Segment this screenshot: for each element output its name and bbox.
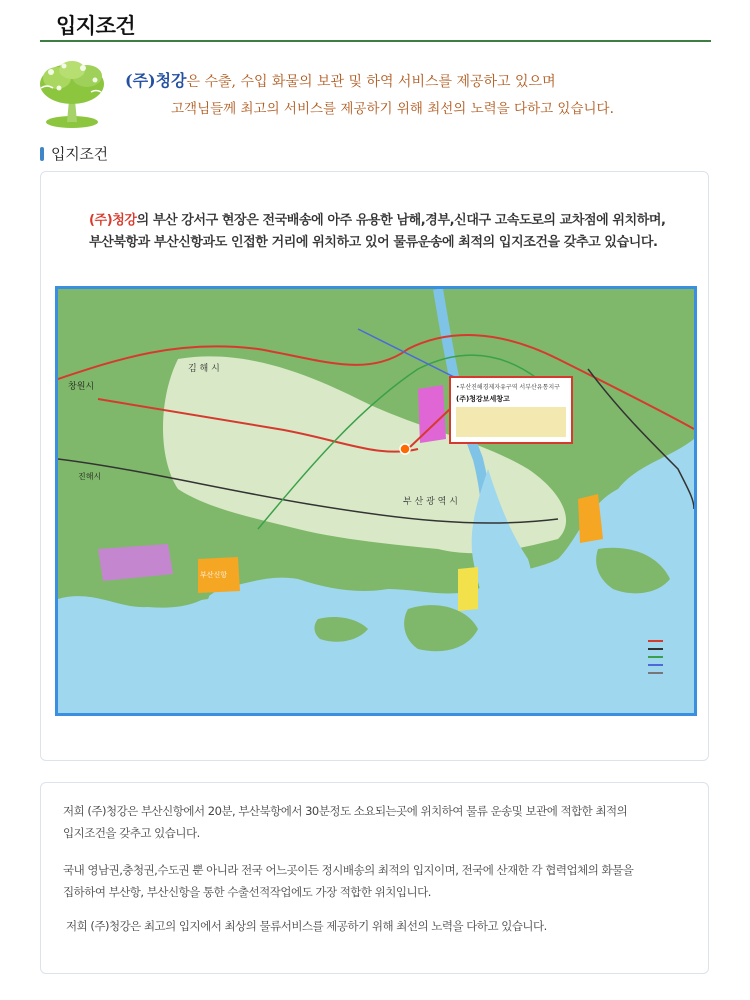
map-frame bbox=[55, 286, 697, 716]
description-card bbox=[40, 782, 709, 974]
map-desc-line1: 의 부산 강서구 현장은 전국배송에 아주 유용한 남해,경부,신대구 고속도로의 교차점에 위치하며, bbox=[136, 213, 666, 228]
intro-line1: 은 수출, 수입 화물의 보관 및 하역 서비스를 제공하고 있으며 bbox=[186, 74, 556, 90]
intro-line2: 고객님들께 최고의 서비스를 제공하기 위해 최선의 노력을 다하고 있습니다. bbox=[171, 101, 614, 117]
intro-text bbox=[125, 68, 614, 117]
location-map bbox=[58, 289, 694, 713]
intro-brand: (주)청강 bbox=[125, 71, 187, 90]
label-busan-city: 부 산 광 역 시 bbox=[403, 497, 458, 507]
p2-line2: 집하하여 부산항, 부산신항을 통한 수출선적작업에도 가장 적합한 위치입니다. bbox=[63, 885, 431, 899]
tree-logo-icon bbox=[31, 58, 113, 130]
map-zone-yellow bbox=[458, 567, 478, 611]
section-marker-icon bbox=[40, 147, 44, 161]
description-paragraph-3: 저희 (주)청강은 최고의 입지에서 최상의 물류서비스를 제공하기 위해 최선의 노력을 다하고 있습니다. bbox=[66, 919, 547, 933]
location-map-card bbox=[40, 171, 709, 761]
description-paragraph-1 bbox=[63, 800, 683, 844]
label-new-port: 부산신항 bbox=[200, 571, 228, 579]
map-desc-line2: 부산북항과 부산신항과도 인접한 거리에 위치하고 있어 물류운송에 최적의 입지조건을 갖추고 있습니다. bbox=[89, 235, 658, 250]
p2-line1: 국내 영남권,충청권,수도권 뿐 아니라 전국 어느곳이든 정시배송의 최적의 입지이며, 전국에 산재한 각 협력업체의 화물을 bbox=[63, 863, 634, 877]
title-divider bbox=[40, 40, 711, 42]
callout-minimap bbox=[456, 407, 566, 437]
map-desc-brand: (주)청강 bbox=[89, 213, 137, 228]
label-gimhae: 김 해 시 bbox=[188, 364, 220, 374]
section-heading bbox=[40, 143, 108, 164]
description-paragraph-2 bbox=[63, 859, 683, 903]
p1-line1: 저희 (주)청강은 부산신항에서 20분, 부산북항에서 30분정도 소요되는곳에 위치하여 물류 운송및 보관에 적합한 최적의 bbox=[63, 804, 628, 818]
callout-line1: •부산진해경제자유구역 서부산유통지구 bbox=[456, 384, 560, 391]
callout-line2: (주)청강보세창고 bbox=[456, 395, 510, 403]
site-marker-icon bbox=[400, 444, 410, 454]
p1-line2: 입지조건을 갖추고 있습니다. bbox=[63, 826, 200, 840]
page-title: 입지조건 bbox=[56, 14, 136, 38]
label-changwon: 창원시 bbox=[68, 382, 95, 392]
map-description bbox=[89, 210, 689, 254]
section-label: 입지조건 bbox=[51, 145, 108, 163]
site-callout bbox=[450, 377, 572, 443]
label-jinhae: 진해시 bbox=[78, 472, 102, 481]
